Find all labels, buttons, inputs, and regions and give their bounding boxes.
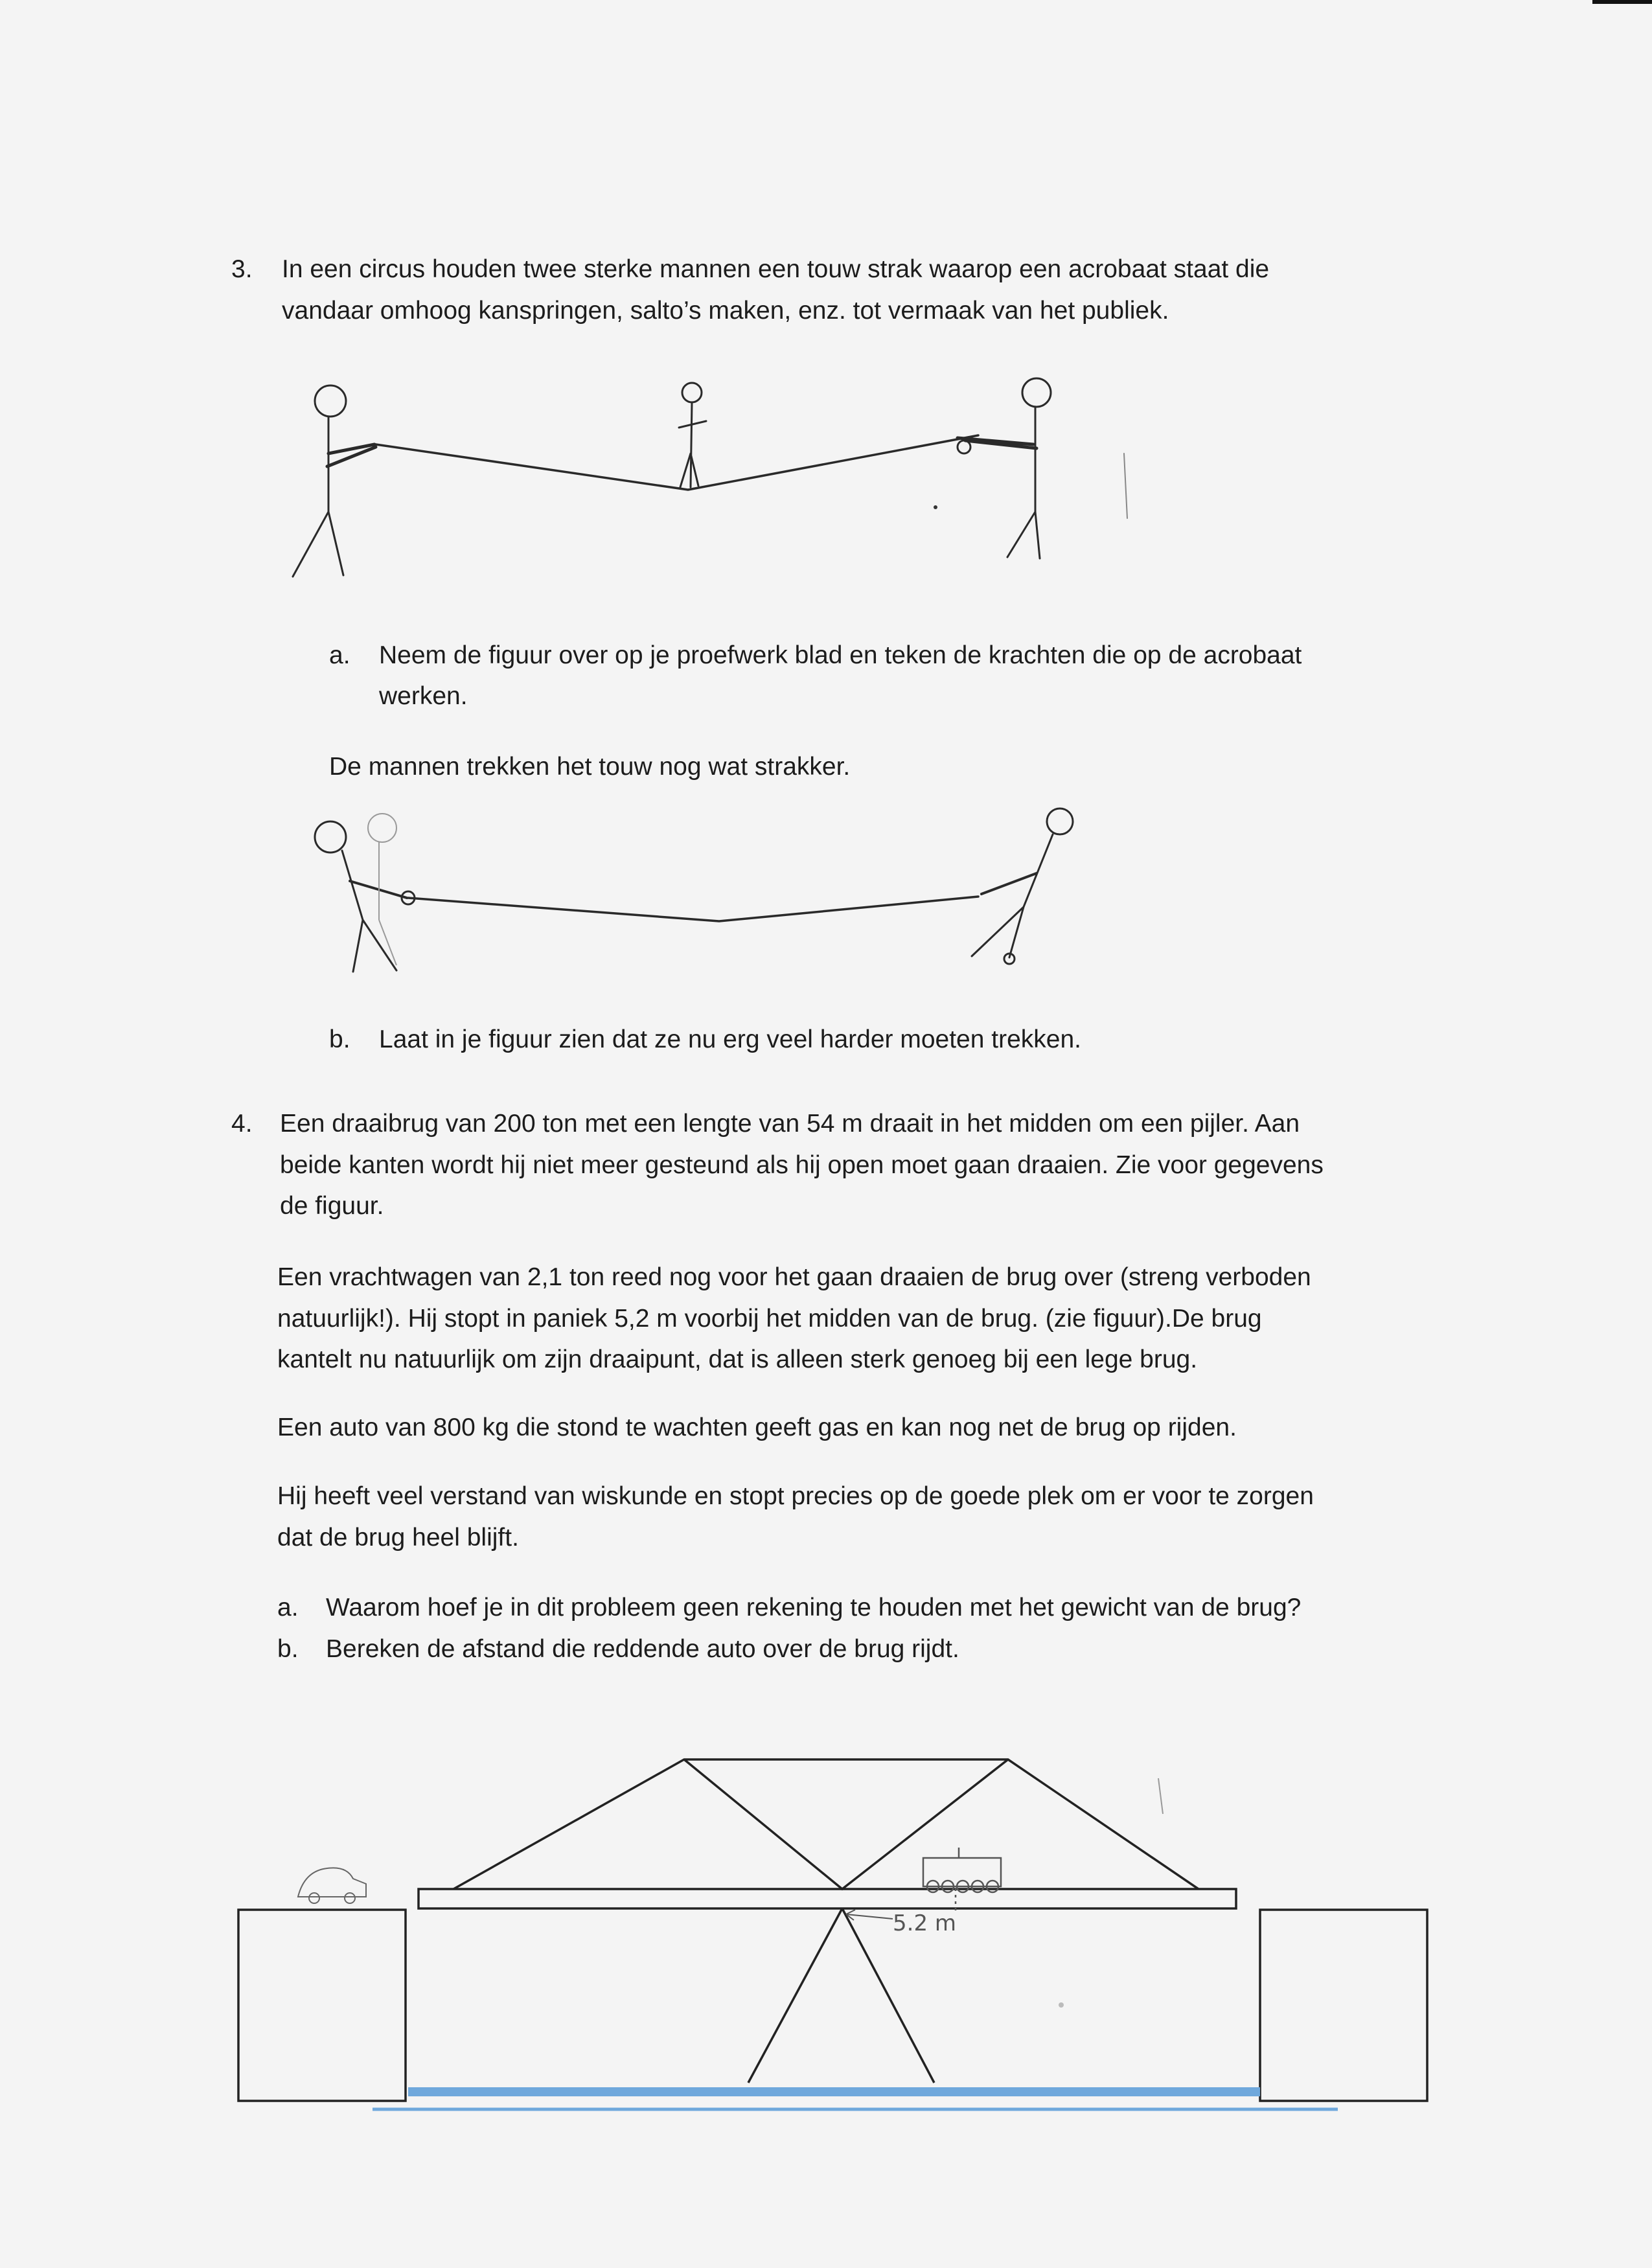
q3a-line2: werken. bbox=[379, 682, 468, 710]
bridge-pillar bbox=[748, 1908, 934, 2083]
q4-p4-line1: Hij heeft veel verstand van wiskunde en stopt precies op de goede plek om er voor te zorgen bbox=[277, 1482, 1314, 1510]
left-bank bbox=[238, 1910, 406, 2101]
q3b-label: b. bbox=[329, 1025, 350, 1053]
q4-p2-line1: Een vrachtwagen van 2,1 ton reed nog voor het gaan draaien de brug over (streng verboden bbox=[277, 1263, 1311, 1291]
scan-edge-mark bbox=[1592, 0, 1652, 4]
q4-number: 4. bbox=[231, 1110, 253, 1138]
q3a-line1: Neem de figuur over op je proefwerk blad en teken de krachten die op de acrobaat bbox=[379, 641, 1302, 669]
bridge-deck bbox=[419, 1889, 1236, 1908]
water-band bbox=[408, 2087, 1260, 2096]
right-bank bbox=[1260, 1910, 1427, 2101]
q3b-text: Laat in je figuur zien dat ze nu erg veel harder moeten trekken. bbox=[379, 1025, 1081, 1053]
q4-p1-line3: de figuur. bbox=[280, 1192, 384, 1220]
q3-intro-line2: vandaar omhoog kanspringen, salto’s maken, enz. tot vermaak van het publiek. bbox=[282, 297, 1169, 325]
q4-p3: Een auto van 800 kg die stond te wachten geeft gas en kan nog net de brug op rijden. bbox=[277, 1414, 1237, 1441]
q4-p1-line2: beide kanten wordt hij niet meer gesteund als hij open moet gaan draaien. Zie voor gegevens bbox=[280, 1151, 1324, 1179]
q4-p2-line2: natuurlijk!). Hij stopt in paniek 5,2 m voorbij het midden van de brug. (zie figuur).De brug bbox=[277, 1305, 1262, 1333]
bridge-annotation: 5.2 m bbox=[893, 1910, 956, 1936]
q4-p1-line1: Een draaibrug van 200 ton met een lengte van 54 m draait in het midden om een pijler. Aan bbox=[280, 1110, 1300, 1138]
q3-number: 3. bbox=[231, 255, 253, 283]
q3-tighter-text: De mannen trekken het touw nog wat strakker. bbox=[329, 753, 851, 781]
q4a-label: a. bbox=[277, 1594, 299, 1621]
q4b-label: b. bbox=[277, 1635, 299, 1663]
q4a-text: Waarom hoef je in dit probleem geen rekening te houden met het gewicht van de brug? bbox=[326, 1594, 1302, 1621]
q3-intro-line1: In een circus houden twee sterke mannen een touw strak waarop een acrobaat staat die bbox=[282, 255, 1270, 283]
car-sketch bbox=[298, 1868, 366, 1903]
q4-p4-line2: dat de brug heel blijft. bbox=[277, 1524, 519, 1552]
truck-sketch bbox=[923, 1848, 1001, 1914]
q3a-label: a. bbox=[329, 641, 350, 669]
q4b-text: Bereken de afstand die reddende auto over de brug rijdt. bbox=[326, 1635, 959, 1663]
q4-p2-line3: kantelt nu natuurlijk om zijn draaipunt, dat is alleen sterk genoeg bij een lege brug. bbox=[277, 1346, 1198, 1373]
bridge-truss bbox=[453, 1759, 1199, 1889]
